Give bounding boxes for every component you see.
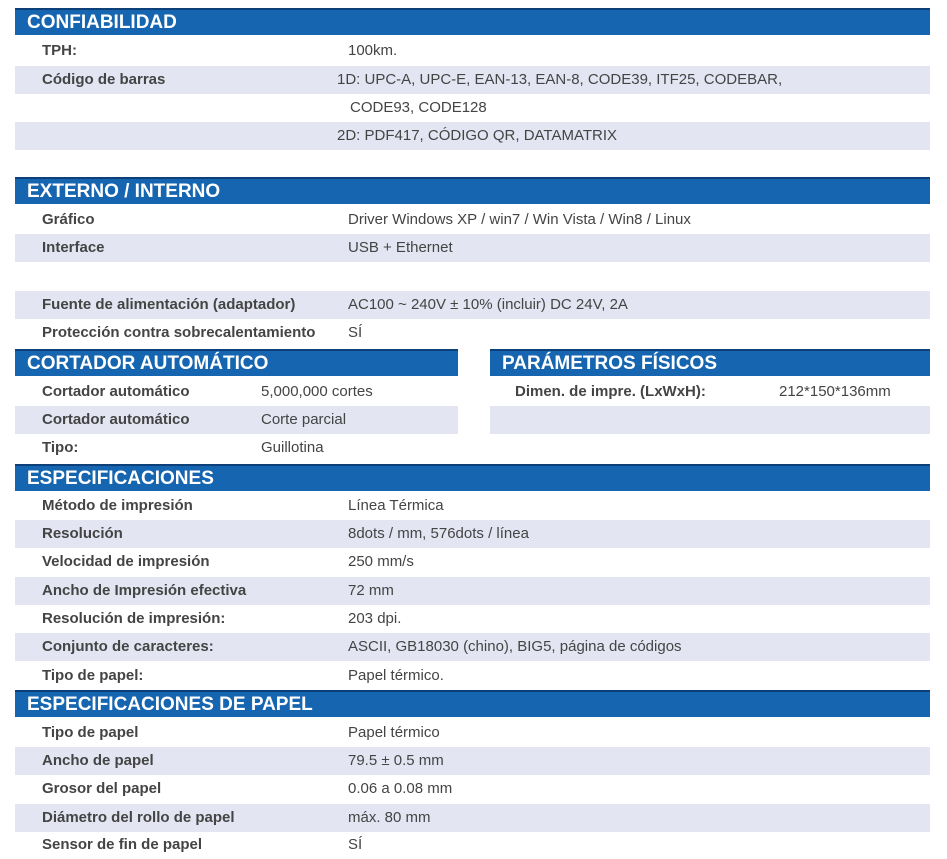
section-header-confiabilidad	[15, 8, 930, 35]
section-header-fisicos	[490, 349, 930, 376]
table-row	[15, 719, 930, 747]
row-value: Línea Térmica	[348, 497, 444, 514]
section-title: PARÁMETROS FÍSICOS	[502, 353, 717, 374]
table-row	[15, 548, 930, 576]
section-title: ESPECIFICACIONES	[27, 468, 214, 489]
table-row	[15, 633, 930, 661]
row-label: Dimen. de impre. (LxWxH):	[515, 383, 706, 400]
row-value: 100km.	[348, 42, 398, 59]
table-row	[15, 234, 930, 262]
row-value: 72 mm	[348, 582, 394, 599]
row-value: 212*150*136mm	[779, 383, 891, 400]
table-row	[15, 605, 930, 633]
row-value: 0.06 a 0.08 mm	[348, 780, 453, 797]
row-value: 1D: UPC-A, UPC-E, EAN-13, EAN-8, CODE39, ITF25, CODEBAR,	[337, 71, 783, 88]
table-row	[15, 577, 930, 605]
section-header-externo	[15, 177, 930, 204]
row-label: Ancho de Impresión efectiva	[42, 582, 247, 599]
row-label: Conjunto de caracteres:	[42, 638, 214, 655]
section-title: CONFIABILIDAD	[27, 12, 177, 33]
row-value: Guillotina	[261, 439, 324, 456]
row-value: máx. 80 mm	[348, 809, 431, 826]
table-row	[15, 775, 930, 803]
section-title: CORTADOR AUTOMÁTICO	[27, 353, 269, 374]
row-value: 79.5 ± 0.5 mm	[348, 752, 444, 769]
row-label: TPH:	[42, 42, 77, 59]
table-row	[15, 291, 930, 319]
section-header-papel	[15, 690, 930, 717]
section-header-cortador	[15, 349, 458, 376]
table-row	[15, 206, 930, 234]
row-label: Ancho de papel	[42, 752, 154, 769]
row-value: 203 dpi.	[348, 610, 402, 627]
row-value: AC100 ~ 240V ± 10% (incluir) DC 24V, 2A	[348, 296, 628, 313]
row-value: USB + Ethernet	[348, 239, 453, 256]
row-value: 2D: PDF417, CÓDIGO QR, DATAMATRIX	[337, 127, 618, 144]
section-title: EXTERNO / INTERNO	[27, 181, 221, 202]
row-label: Resolución	[42, 525, 123, 542]
table-row	[15, 747, 930, 775]
table-row	[15, 94, 930, 122]
row-label: Resolución de impresión:	[42, 610, 226, 627]
row-label: Diámetro del rollo de papel	[42, 809, 235, 826]
row-value: Driver Windows XP / win7 / Win Vista / Win8 / Linux	[348, 211, 691, 228]
table-row	[15, 804, 930, 832]
row-label: Sensor de fin de papel	[42, 836, 203, 853]
table-row	[15, 37, 930, 65]
row-label: Tipo de papel:	[42, 667, 144, 684]
row-value: SÍ	[348, 324, 363, 341]
row-label: Fuente de alimentación (adaptador)	[42, 296, 296, 313]
table-row	[15, 434, 458, 462]
section-title: ESPECIFICACIONES DE PAPEL	[27, 694, 313, 715]
table-row	[15, 378, 458, 406]
row-label: Interface	[42, 239, 105, 256]
table-row	[15, 520, 930, 548]
row-value: Papel térmico	[348, 724, 440, 741]
table-row	[15, 406, 458, 434]
table-row	[15, 66, 930, 94]
row-value: 250 mm/s	[348, 553, 414, 570]
row-value: 5,000,000 cortes	[261, 383, 373, 400]
row-label: Protección contra sobrecalentamiento	[42, 324, 316, 341]
row-label: Tipo de papel	[42, 724, 139, 741]
row-value: CODE93, CODE128	[350, 99, 487, 116]
row-value: 8dots / mm, 576dots / línea	[348, 525, 529, 542]
row-value: SÍ	[348, 836, 363, 853]
row-label: Método de impresión	[42, 497, 193, 514]
row-label: Tipo:	[42, 439, 79, 456]
table-row	[15, 319, 930, 347]
row-label: Grosor del papel	[42, 780, 162, 797]
table-row	[490, 406, 930, 434]
row-label: Cortador automático	[42, 411, 190, 428]
row-value: Corte parcial	[261, 411, 347, 428]
table-row	[15, 831, 930, 859]
row-value: ASCII, GB18030 (chino), BIG5, página de códigos	[348, 638, 682, 655]
section-header-especificaciones	[15, 464, 930, 491]
row-value: Papel térmico.	[348, 667, 444, 684]
row-label: Cortador automático	[42, 383, 190, 400]
row-label: Velocidad de impresión	[42, 553, 210, 570]
table-row	[15, 492, 930, 520]
table-row	[490, 378, 930, 406]
table-row	[15, 662, 930, 690]
table-row	[15, 122, 930, 150]
row-label: Gráfico	[42, 211, 95, 228]
row-label: Código de barras	[42, 71, 166, 88]
